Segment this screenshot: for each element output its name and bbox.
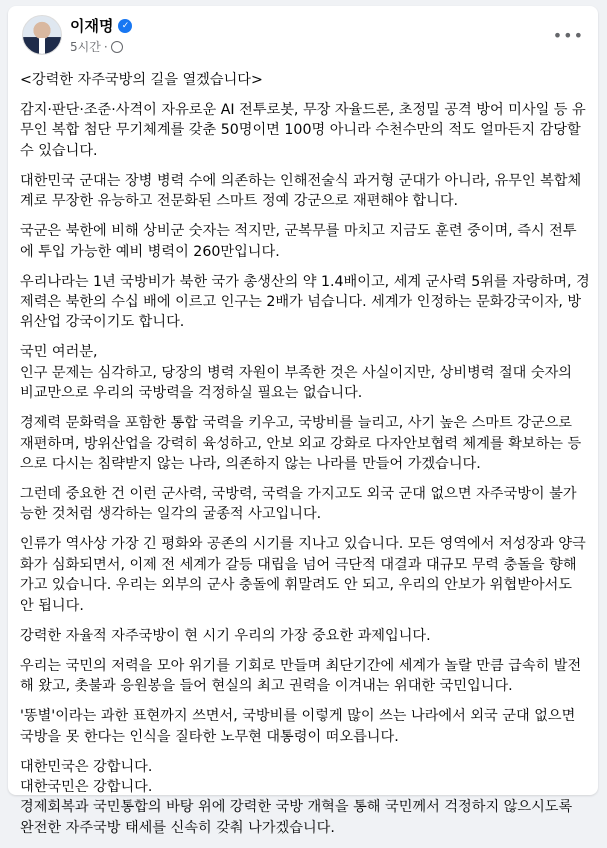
post-paragraph <box>20 626 590 646</box>
post-paragraph <box>20 484 590 525</box>
author-row <box>70 15 132 36</box>
text-line: 경제회복과 국민통합의 바탕 위에 강력한 국방 개혁을 통해 국민께서 걱정하지 않으시도록 <box>20 799 573 816</box>
text-line: 수 있습니다. <box>20 142 98 159</box>
text-line: '똥별'이라는 과한 표현까지 쓰면서, 국방비를 이렇게 많이 쓰는 나라에서 외국 군대 없으면 <box>20 708 576 725</box>
text-line: 강력한 자율적 자주국방이 현 시기 우리의 가장 중요한 과제입니다. <box>20 627 431 644</box>
text-line: 해 왔고, 촛불과 응원봉을 들어 현실의 최고 권력을 이겨내는 위대한 국민입니다. <box>20 678 513 695</box>
text-line: 우리나라는 1년 국방비가 북한 국가 총생산의 약 1.4배이고, 세계 군사력 5위를 자랑하며, 경 <box>20 273 590 290</box>
post-paragraph <box>20 342 590 403</box>
text-line: 화가 심화되면서, 이제 전 세계가 갈등 대립을 넘어 극단적 대결과 대규모 무력 충돌을 향해 <box>20 556 577 573</box>
text-line: 대한민국은 강합니다. <box>20 758 153 775</box>
text-line: 으로 다시는 침략받지 않는 나라, 의존하지 않는 나라를 만들어 가겠습니다. <box>20 456 481 473</box>
post-paragraph <box>20 100 590 161</box>
text-line: 안 됩니다. <box>20 597 84 614</box>
text-line: 제력은 북한의 수십 배에 이르고 인구는 2배가 넘습니다. 세계가 인정하는 문화강국이자, 방 <box>20 294 582 311</box>
text-line: 국군은 북한에 비해 상비군 숫자는 적지만, 군복무를 마치고 지금도 훈련 중이며, 즉시 전투 <box>20 223 577 240</box>
text-line: 완전한 자주국방 태세를 신속히 갖춰 나가겠습니다. <box>20 819 335 836</box>
text-line: 대한국민은 강합니다. <box>20 778 153 795</box>
text-line: 대한민국 군대는 장병 병력 수에 의존하는 인해전술식 과거형 군대가 아니라, 유무인 복합체 <box>20 172 582 189</box>
post-body <box>20 70 590 848</box>
globe-icon <box>111 41 123 53</box>
separator: · <box>103 39 108 54</box>
text-line: 재편하며, 방위산업을 강력히 육성하고, 안보 외교 강화로 다자안보협력 체계를 확보하는 등 <box>20 435 582 452</box>
post-paragraph <box>20 656 590 697</box>
post-paragraph <box>20 221 590 262</box>
post-paragraph <box>20 706 590 747</box>
post-time[interactable]: 5시간 <box>70 40 101 54</box>
post-paragraph <box>20 171 590 212</box>
text-line: 능한 것처럼 생각하는 일각의 굴종적 사고입니다. <box>20 506 322 523</box>
avatar[interactable] <box>22 15 62 55</box>
text-line: 우리는 국민의 저력을 모아 위기를 기회로 만들며 최단기간에 세계가 놀랄 만큼 급속히 발전 <box>20 657 582 674</box>
text-line: 경제력 문화력을 포함한 통합 국력을 키우고, 국방비를 늘리고, 사기 높은 스마트 강군으로 <box>20 415 573 432</box>
text-line: 국방을 못 한다는 인식을 질타한 노무현 대통령이 떠오릅니다. <box>20 728 399 745</box>
text-line: 에 투입 가능한 예비 병력이 260만입니다. <box>20 243 280 260</box>
text-line: <강력한 자주국방의 길을 열겠습니다> <box>20 72 263 88</box>
post-title <box>20 70 590 90</box>
post-card <box>8 6 598 836</box>
text-line: 위산업 강국이기도 합니다. <box>20 314 185 331</box>
post-paragraph <box>20 534 590 616</box>
verified-badge-icon: ✓ <box>118 19 132 33</box>
text-line: 그런데 중요한 건 이런 군사력, 국방력, 국력을 가지고도 외국 군대 없으면 자주국방이 불가 <box>20 486 577 503</box>
post-paragraph <box>20 272 590 333</box>
text-line: 인류가 역사상 가장 긴 평화와 공존의 시기를 지나고 있습니다. 모든 영역에서 저성장과 양극 <box>20 536 586 553</box>
text-line: 인구 문제는 심각하고, 당장의 병력 자원이 부족한 것은 사실이지만, 상비병력 절대 숫자의 <box>20 364 573 381</box>
author-name[interactable]: 이재명 <box>70 17 114 35</box>
text-line: 무인 복합 첨단 무기체계를 갖춘 50명이면 100명 아니라 수천수만의 적도 얼마든지 감당할 <box>20 122 581 139</box>
more-options-button[interactable]: ••• <box>552 26 584 45</box>
text-line: 감지·판단·조준·사격이 자유로운 AI 전투로봇, 무장 자율드론, 초정밀 공격 방어 미사일 등 유 <box>20 102 586 118</box>
post-meta <box>70 38 123 55</box>
post-paragraph <box>20 757 590 839</box>
text-line: 비교만으로 우리의 국방력을 걱정하실 필요는 없습니다. <box>20 385 363 402</box>
text-line: 계로 무장한 유능하고 전문화된 스마트 정예 강군으로 재편해야 합니다. <box>20 193 459 210</box>
text-line: 국민 여러분, <box>20 344 98 361</box>
text-line: 가고 있습니다. 우리는 외부의 군사 충돌에 휘말려도 안 되고, 우리의 안보가 위협받아서도 <box>20 577 573 594</box>
post-paragraph <box>20 413 590 474</box>
